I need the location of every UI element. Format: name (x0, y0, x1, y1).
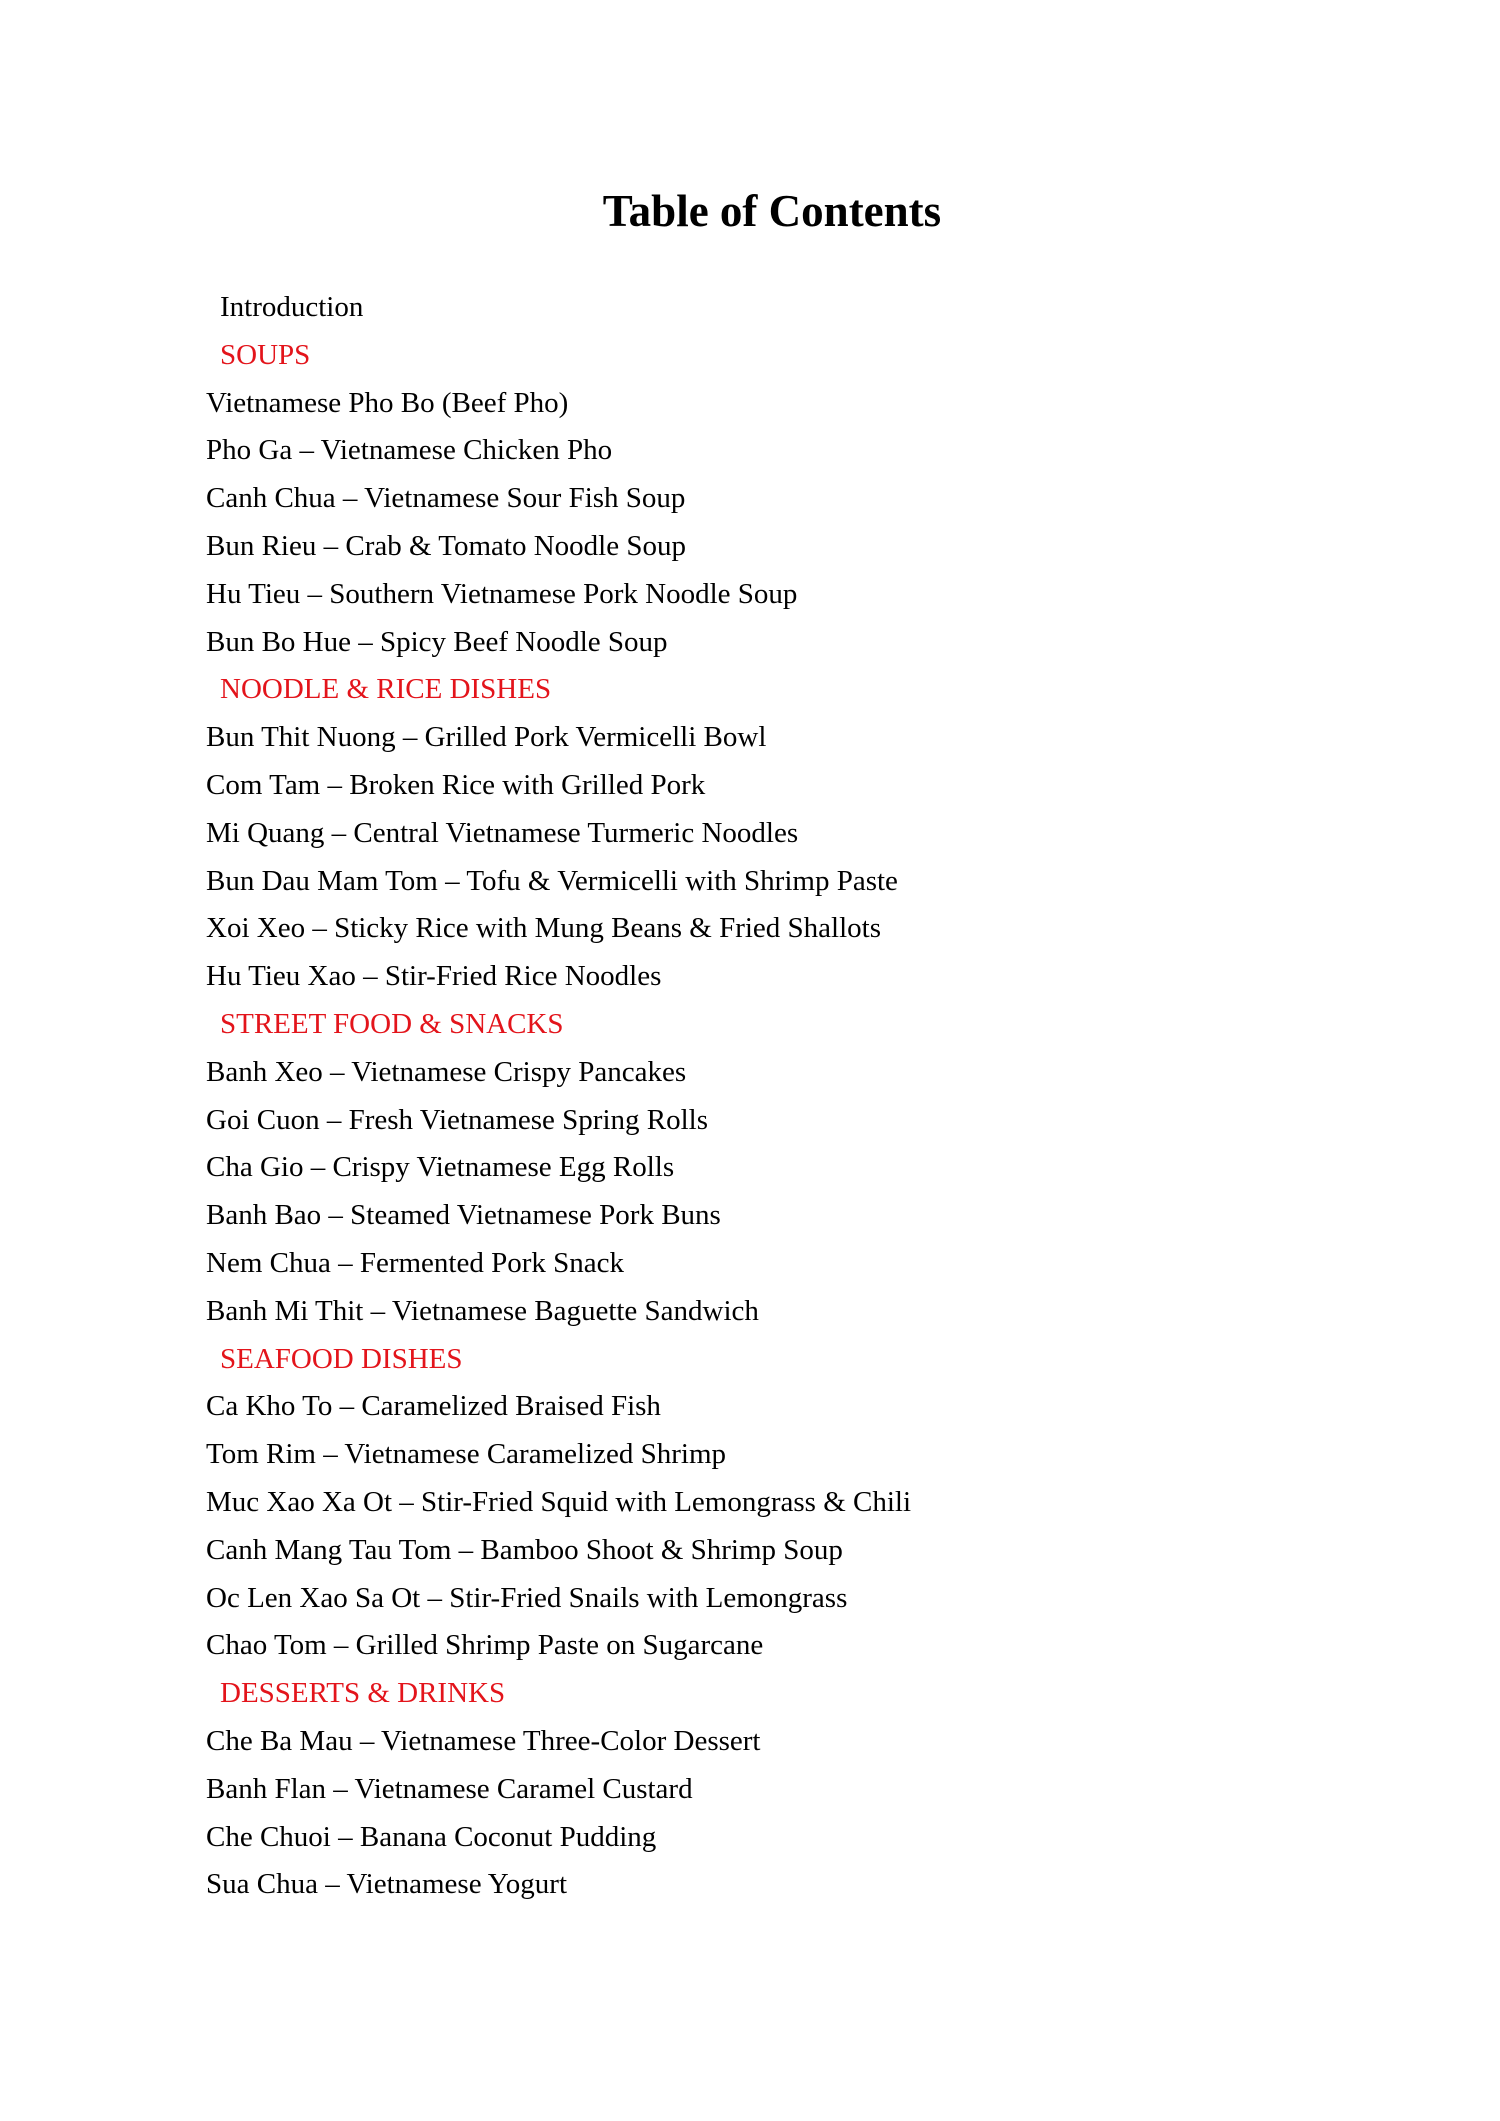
toc-section-heading[interactable]: SEAFOOD DISHES (220, 1342, 463, 1375)
toc-entry[interactable]: Banh Xeo – Vietnamese Crispy Pancakes (206, 1055, 687, 1088)
toc-entry[interactable]: Cha Gio – Crispy Vietnamese Egg Rolls (206, 1151, 675, 1184)
toc-entry[interactable]: Ca Kho To – Caramelized Braised Fish (206, 1390, 661, 1423)
toc-entry[interactable]: Xoi Xeo – Sticky Rice with Mung Beans & Fried Shallots (206, 912, 882, 945)
toc-entry[interactable]: Banh Mi Thit – Vietnamese Baguette Sandwich (206, 1294, 759, 1327)
toc-entry[interactable]: Che Chuoi – Banana Coconut Pudding (206, 1820, 657, 1853)
toc-entry[interactable]: Bun Rieu – Crab & Tomato Noodle Soup (206, 529, 686, 562)
toc-entry[interactable]: Com Tam – Broken Rice with Grilled Pork (206, 768, 706, 801)
toc-entry[interactable]: Banh Flan – Vietnamese Caramel Custard (206, 1772, 693, 1805)
toc-entry[interactable]: Banh Bao – Steamed Vietnamese Pork Buns (206, 1199, 721, 1232)
table-of-contents (206, 284, 911, 1909)
toc-entry[interactable]: Oc Len Xao Sa Ot – Stir-Fried Snails with Lemongrass (206, 1581, 848, 1614)
toc-entry[interactable]: Canh Chua – Vietnamese Sour Fish Soup (206, 482, 686, 515)
toc-entry[interactable]: Mi Quang – Central Vietnamese Turmeric Noodles (206, 816, 799, 849)
toc-entry[interactable]: Muc Xao Xa Ot – Stir-Fried Squid with Lemongrass & Chili (206, 1485, 912, 1518)
page-title: Table of Contents (602, 186, 942, 236)
toc-entry[interactable]: Bun Bo Hue – Spicy Beef Noodle Soup (206, 625, 668, 658)
toc-entry[interactable]: Chao Tom – Grilled Shrimp Paste on Sugarcane (206, 1629, 764, 1662)
toc-entry[interactable]: Introduction (220, 291, 364, 323)
toc-entry[interactable]: Goi Cuon – Fresh Vietnamese Spring Rolls (206, 1103, 708, 1136)
toc-entry[interactable]: Bun Thit Nuong – Grilled Pork Vermicelli Bowl (206, 721, 767, 754)
toc-entry[interactable]: Sua Chua – Vietnamese Yogurt (206, 1868, 568, 1901)
toc-section-heading[interactable]: STREET FOOD & SNACKS (220, 1007, 564, 1040)
toc-entry[interactable]: Vietnamese Pho Bo (Beef Pho) (206, 386, 569, 419)
toc-section-heading[interactable]: SOUPS (220, 338, 311, 371)
toc-entry[interactable]: Hu Tieu Xao – Stir-Fried Rice Noodles (206, 960, 662, 993)
toc-entry[interactable]: Canh Mang Tau Tom – Bamboo Shoot & Shrimp Soup (206, 1533, 843, 1566)
toc-entry[interactable]: Pho Ga – Vietnamese Chicken Pho (206, 434, 613, 467)
toc-entry[interactable]: Tom Rim – Vietnamese Caramelized Shrimp (206, 1438, 727, 1471)
toc-entry[interactable]: Che Ba Mau – Vietnamese Three-Color Dessert (206, 1724, 761, 1757)
toc-entry[interactable]: Bun Dau Mam Tom – Tofu & Vermicelli with Shrimp Paste (206, 864, 898, 897)
toc-section-heading[interactable]: DESSERTS & DRINKS (220, 1677, 506, 1710)
toc-section-heading[interactable]: NOODLE & RICE DISHES (220, 673, 552, 706)
toc-entry[interactable]: Hu Tieu – Southern Vietnamese Pork Noodle Soup (206, 577, 798, 610)
toc-entry[interactable]: Nem Chua – Fermented Pork Snack (206, 1246, 625, 1279)
